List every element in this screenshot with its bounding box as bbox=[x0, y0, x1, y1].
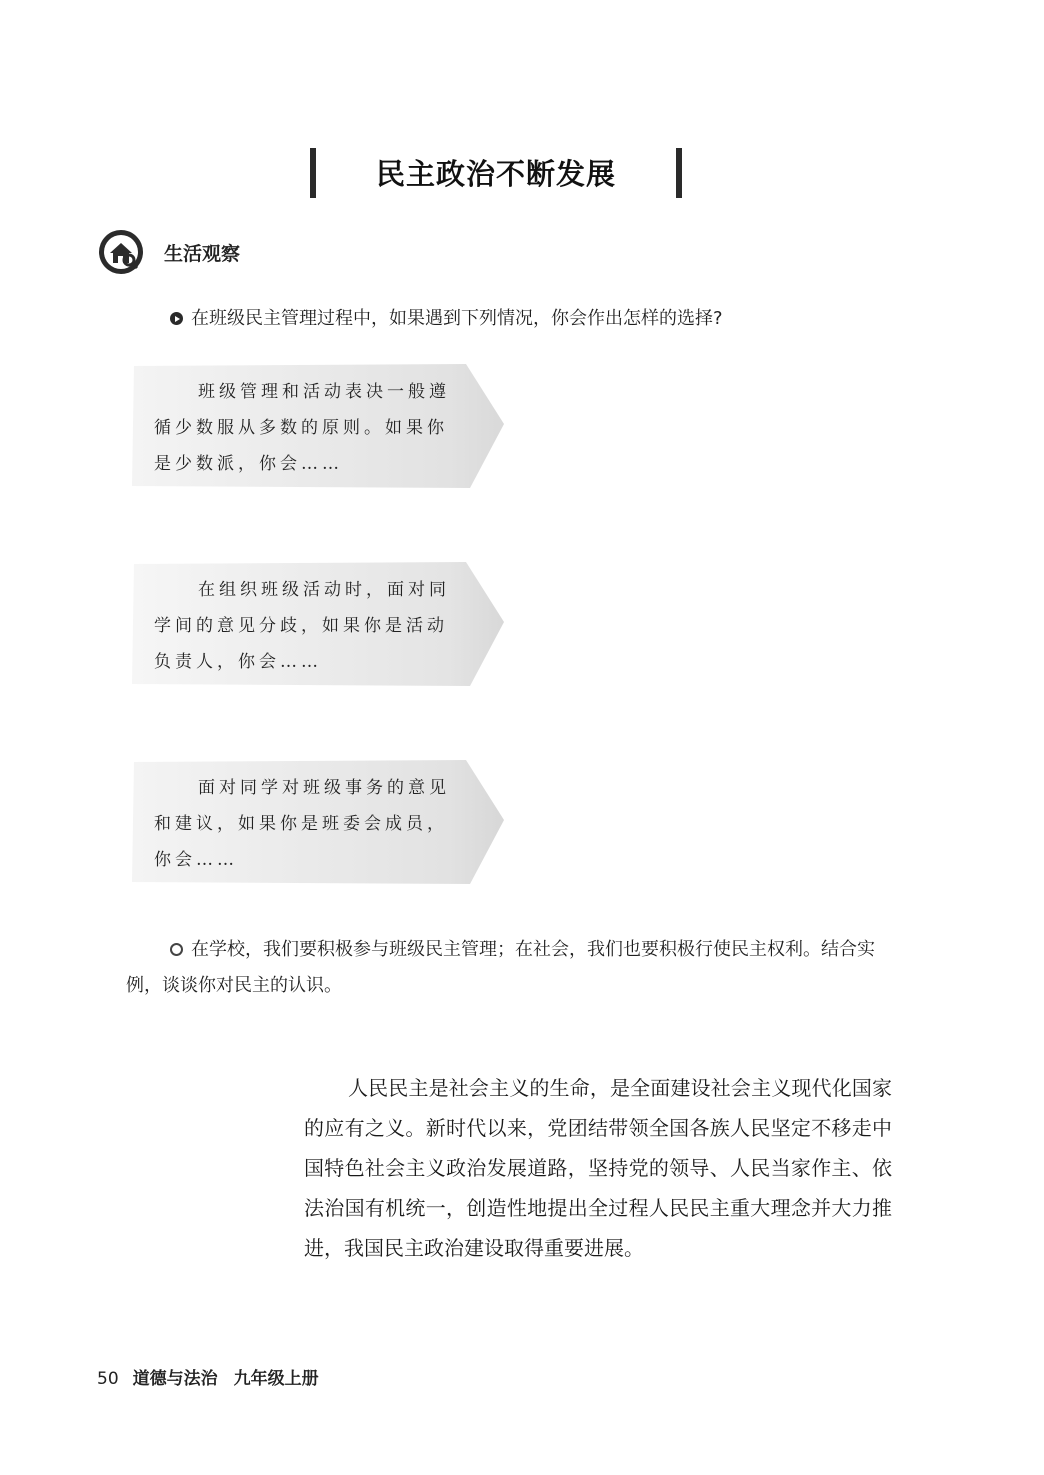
page-number: 50 bbox=[97, 1369, 119, 1389]
page-footer bbox=[97, 1364, 319, 1389]
reading-passage: 人民民主是社会主义的生命，是全面建设社会主义现代化国家的应有之义。新时代以来，党团结带领全国各族人民坚定不移走中国特色社会主义政治发展道路，坚持党的领导、人民当家作主、依法治国有机统一，创造性地提出全过程人民民主重大理念并大力推进，我国民主政治建设取得重要进展。 bbox=[304, 1076, 892, 1260]
scenario-3-text: 面对同学对班级事务的意见和建议，如果你是班委会成员，你会…… bbox=[154, 778, 450, 870]
section-header bbox=[98, 228, 240, 276]
question-2 bbox=[126, 932, 886, 1004]
grade-label: 九年级上册 bbox=[233, 1369, 319, 1389]
scenario-1-text: 班级管理和活动表决一般遵循少数服从多数的原则。如果你是少数派，你会…… bbox=[154, 382, 450, 474]
question-1-text: 在班级民主管理过程中，如果遇到下列情况，你会作出怎样的选择? bbox=[191, 308, 723, 329]
page-title-block bbox=[310, 144, 682, 200]
scenario-2-text: 在组织班级活动时，面对同学间的意见分歧，如果你是活动负责人，你会…… bbox=[154, 580, 450, 672]
scenario-banner-3 bbox=[126, 758, 506, 888]
play-bullet-icon bbox=[170, 312, 183, 325]
page-title: 民主政治不断发展 bbox=[375, 157, 616, 191]
scenario-banner-1 bbox=[126, 362, 506, 492]
house-magnifier-icon bbox=[98, 229, 144, 275]
ring-bullet-icon bbox=[170, 943, 183, 956]
title-right-bar bbox=[676, 148, 682, 198]
question-2-text: 在学校，我们要积极参与班级民主管理；在社会，我们也要积极行使民主权利。结合实例，谈谈你对民主的认识。 bbox=[126, 939, 875, 996]
scenario-banner-2 bbox=[126, 560, 506, 690]
book-title: 道德与法治 bbox=[132, 1369, 218, 1389]
question-1 bbox=[170, 301, 850, 337]
section-label: 生活观察 bbox=[164, 242, 241, 265]
